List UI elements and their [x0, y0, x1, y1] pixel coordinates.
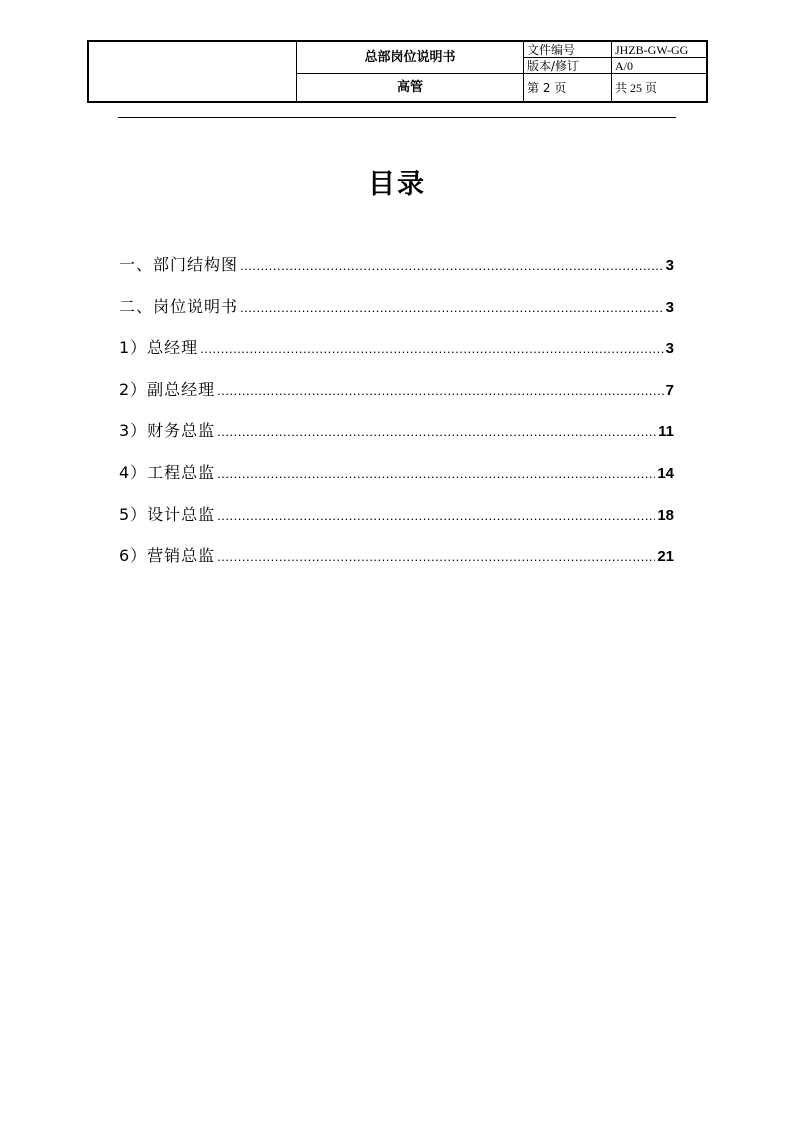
toc-entry-label: 6）营销总监: [119, 546, 216, 566]
toc-dot-leader: [217, 549, 655, 564]
toc-entry-page: 3: [665, 298, 674, 316]
file-number-label: 文件编号: [524, 41, 612, 58]
toc-entry-label: 1）总经理: [119, 338, 199, 358]
toc-entry[interactable]: [119, 252, 674, 294]
toc-entry[interactable]: [119, 543, 674, 585]
toc-dot-leader: [240, 258, 664, 273]
toc-entry-label: 3）财务总监: [119, 421, 216, 441]
header-divider: [118, 117, 676, 118]
toc-dot-leader: [217, 424, 656, 439]
toc-entry[interactable]: [119, 418, 674, 460]
page-title: 目录: [368, 169, 426, 200]
toc-entry-label: 4）工程总监: [119, 462, 216, 482]
toc-entry[interactable]: [119, 460, 674, 502]
toc-entry-label: 一、部门结构图: [119, 255, 239, 274]
toc-entry-page: 7: [665, 381, 674, 399]
toc-entry-page: 3: [665, 340, 674, 358]
logo-area: [88, 41, 297, 102]
toc-entry-label: 5）设计总监: [119, 504, 216, 524]
toc-entry-page: 11: [658, 423, 674, 441]
file-number-value: JHZB-GW-GG: [612, 41, 708, 58]
toc-dot-leader: [240, 300, 664, 315]
toc-entry[interactable]: [119, 377, 674, 419]
toc-entry[interactable]: [119, 294, 674, 336]
toc-dot-leader: [217, 383, 663, 398]
toc-entry-label: 2）副总经理: [119, 379, 216, 399]
toc-entry-page: 3: [665, 257, 674, 274]
toc-dot-leader: [217, 466, 655, 481]
page-number: 第 2 页: [524, 74, 612, 103]
document-header-table: [87, 40, 708, 103]
total-pages: 共 25 页: [612, 74, 708, 103]
header-section: 高管: [297, 74, 524, 103]
toc-dot-leader: [200, 341, 663, 356]
toc-entry[interactable]: [119, 502, 674, 544]
toc-entry-page: 18: [657, 506, 674, 524]
version-label: 版本/修订: [524, 58, 612, 74]
header-doc-title: 总部岗位说明书: [297, 41, 524, 74]
toc-entry-page: 14: [657, 464, 674, 482]
table-of-contents: [119, 252, 674, 585]
version-value: A/0: [612, 58, 708, 74]
toc-entry[interactable]: [119, 335, 674, 377]
toc-entry-page: 21: [657, 548, 674, 566]
toc-dot-leader: [217, 508, 655, 523]
toc-entry-label: 二、岗位说明书: [119, 296, 239, 316]
